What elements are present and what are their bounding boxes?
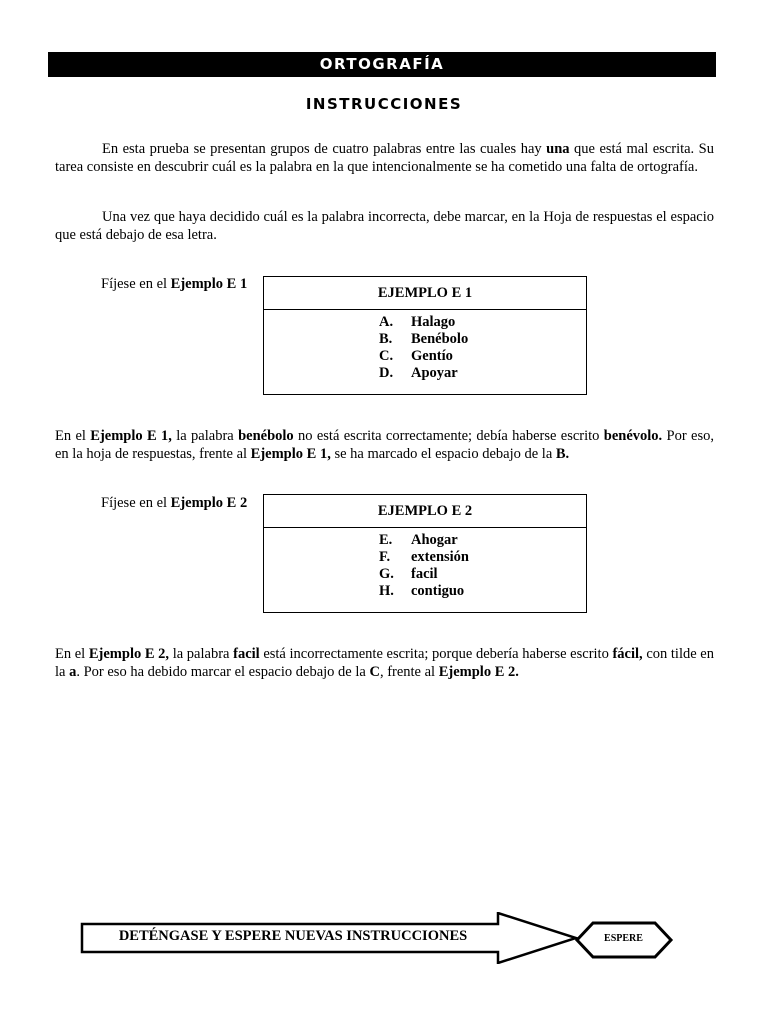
option-row: B. Benébolo [379,331,469,347]
option-row: D. Apoyar [379,365,458,381]
option-row: E. Ahogar [379,532,458,548]
intro-paragraph-2: Una vez que haya decidido cuál es la palabra incorrecta, debe marcar, en la Hoja de respuestas el espacio que está debajo de esa letra. [55,209,714,243]
example1-box [263,276,587,395]
option-row: H. contiguo [379,583,465,599]
example2-prompt: Fíjese en el Ejemplo E 2 [101,495,248,511]
example2-options [264,528,586,600]
example2-box [263,494,587,613]
example1-options [264,310,586,382]
example1-explanation: En el Ejemplo E 1, la palabra benébolo no está escrita correctamente; debía haberse escrito benévolo. Por eso, en la hoja de respuestas, frente al Ejemplo E 1, se ha marcado el espacio debajo de la B. [55,428,714,462]
example1-header: EJEMPLO E 1 [264,277,586,310]
option-row: C. Gentío [379,348,453,364]
example2-explanation: En el Ejemplo E 2, la palabra facil está incorrectamente escrita; porque debería haberse escrito fácil, con tilde en la a. Por eso ha debido marcar el espacio debajo de la C, frente al Ejemplo E 2. [55,646,714,680]
stop-instruction-text: DETÉNGASE Y ESPERE NUEVAS INSTRUCCIONES [118,928,468,944]
stop-sign-label: ESPERE [604,933,643,944]
example2-header: EJEMPLO E 2 [264,495,586,528]
option-row: A. Halago [379,314,456,330]
option-row: F. extensión [379,549,469,565]
section-subtitle: INSTRUCCIONES [305,95,463,113]
option-row: G. facil [379,566,438,582]
example1-prompt: Fíjese en el Ejemplo E 1 [101,276,248,292]
intro-paragraph-1: En esta prueba se presentan grupos de cuatro palabras entre las cuales hay una que está mal escrita. Su tarea consiste en descubrir cuál es la palabra en la que intencionalmente se ha cometido una falta de ortografía. [55,141,714,175]
page-title: ORTOGRAFÍA [48,52,716,77]
